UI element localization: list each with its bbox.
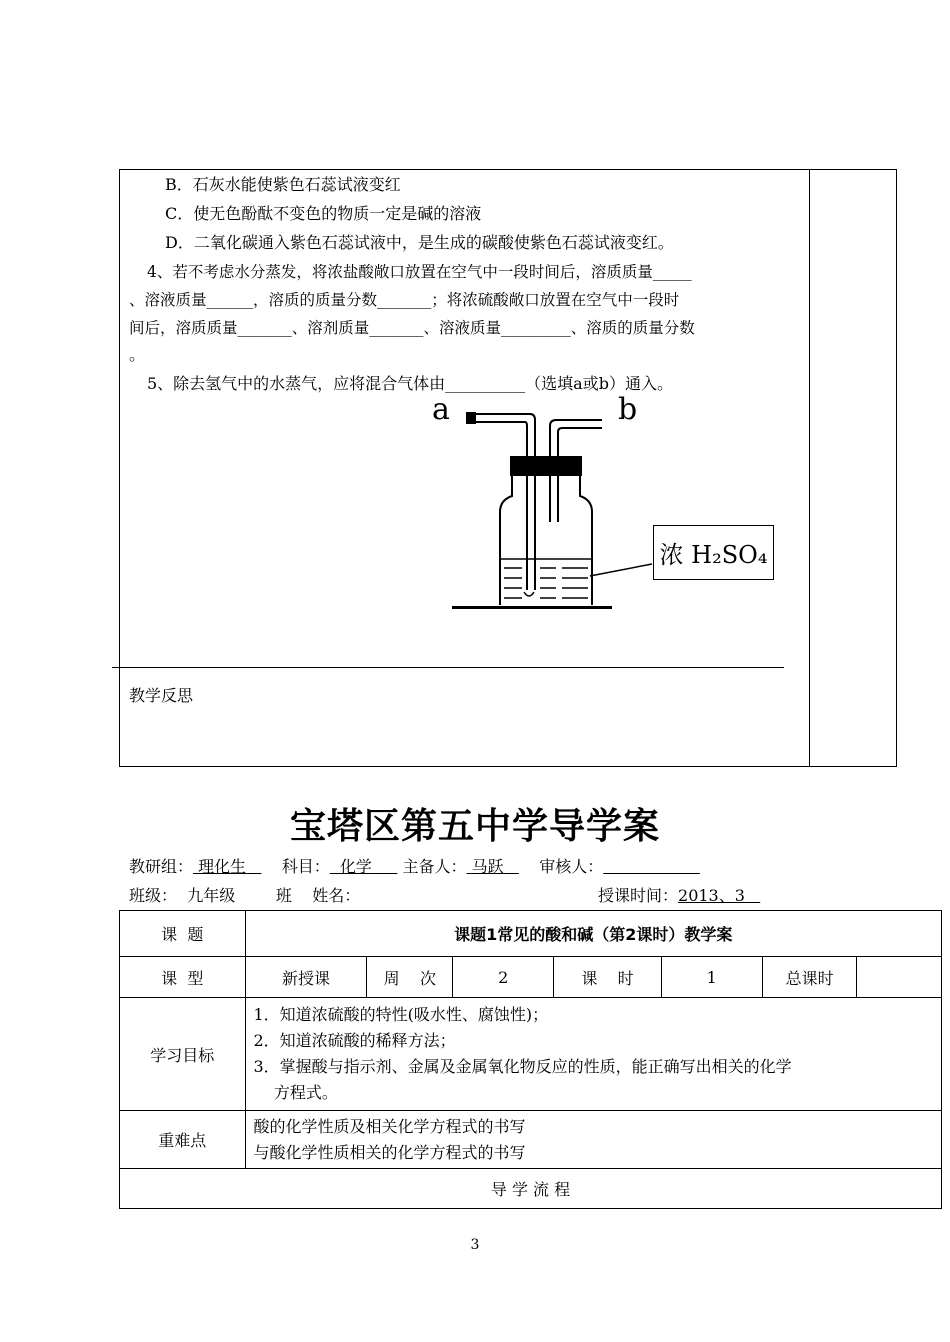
goal-2: 2．知道浓硫酸的稀释方法；: [253, 1031, 456, 1050]
header-row-1: [129, 857, 700, 877]
reflection-label: 教学反思: [129, 686, 194, 705]
key-points-label: 重难点: [120, 1111, 246, 1169]
class-label: 班级：: [129, 886, 178, 905]
lesson-info-table: [119, 910, 942, 1209]
reflection-separator: [112, 667, 784, 668]
class-value: 九年级: [187, 886, 236, 905]
group-label: 教研组：: [129, 857, 194, 876]
total-value: [857, 957, 942, 998]
goals-label: 学习目标: [120, 998, 246, 1111]
gas-washing-bottle-diagram: [430, 392, 790, 622]
key-points-list: [245, 1111, 942, 1169]
header-row-2: [129, 886, 360, 906]
diagram-label-b: b: [618, 392, 638, 427]
week-label: 周 次: [367, 957, 453, 998]
goal-3-cont: 方程式。: [253, 1083, 338, 1102]
preparer-label: 主备人：: [402, 857, 467, 876]
subject-label: 科目：: [281, 857, 330, 876]
document-title: 宝塔区第五中学导学案: [289, 806, 660, 847]
question-5: 5、除去氢气中的水蒸气，应将混合气体由__________（选填a或b）通入。: [147, 374, 673, 393]
period-value: 1: [661, 957, 762, 998]
question-4-line-3: 间后，溶质质量_______、溶剂质量_______、溶液质量_________、溶质的质量分数: [129, 319, 695, 337]
week-value: 2: [453, 957, 554, 998]
key-point-2: 与酸化学性质相关的化学方程式的书写: [253, 1142, 526, 1162]
type-value: 新授课: [245, 957, 367, 998]
key-point-1: 酸的化学性质及相关化学方程式的书写: [253, 1116, 526, 1136]
total-label: 总课时: [762, 957, 857, 998]
goal-1: 1．知道浓硫酸的特性(吸水性、腐蚀性)；: [253, 1005, 549, 1024]
question-4-line-2: 、溶液质量______，溶质的质量分数_______；将浓硫酸敞口放置在空气中一段时: [129, 291, 680, 309]
upper-box-right: [896, 169, 897, 767]
learning-flow-heading: 导 学 流 程: [120, 1169, 942, 1209]
upper-box-divider: [809, 169, 810, 767]
upper-box-top: [119, 169, 897, 170]
diagram-label-a: a: [432, 392, 450, 427]
class-suffix: 班: [275, 886, 292, 905]
preparer-value: 马跃: [471, 857, 504, 876]
concentrated-sulfuric-acid-label: [653, 525, 774, 580]
topic-label: 课 题: [120, 911, 246, 957]
acid-label-text: 浓 H₂SO₄: [659, 541, 768, 569]
goal-3: 3．掌握酸与指示剂、金属及金属氧化物反应的性质，能正确写出相关的化学: [253, 1057, 792, 1076]
option-b: B．石灰水能使紫色石蕊试液变红: [165, 175, 401, 194]
question-4-line-1: 4、若不考虑水分蒸发，将浓盐酸敞口放置在空气中一段时间后，溶质质量_____: [147, 263, 692, 281]
time-value: 2013、3: [678, 886, 745, 905]
lesson-time: [598, 886, 760, 906]
option-c: C．使无色酚酞不变色的物质一定是碱的溶液: [165, 204, 482, 223]
upper-box-bottom: [119, 766, 897, 767]
time-label: 授课时间：: [598, 886, 679, 905]
period-label: 课 时: [554, 957, 661, 998]
topic-value: 课题1常见的酸和碱（第2课时）教学案: [245, 911, 942, 957]
page-number: 3: [470, 1237, 480, 1253]
subject-value: 化学: [339, 857, 372, 876]
question-4-line-4: 。: [129, 345, 146, 364]
reviewer-label: 审核人：: [539, 857, 604, 876]
option-d: D．二氧化碳通入紫色石蕊试液中，是生成的碳酸使紫色石蕊试液变红。: [165, 233, 674, 252]
name-label: 姓名：: [312, 886, 361, 905]
type-label: 课 型: [120, 957, 246, 998]
reviewer-value: [603, 857, 649, 876]
upper-box-left: [119, 169, 120, 767]
group-value: 理化生: [198, 857, 247, 876]
goals-list: [245, 998, 942, 1111]
